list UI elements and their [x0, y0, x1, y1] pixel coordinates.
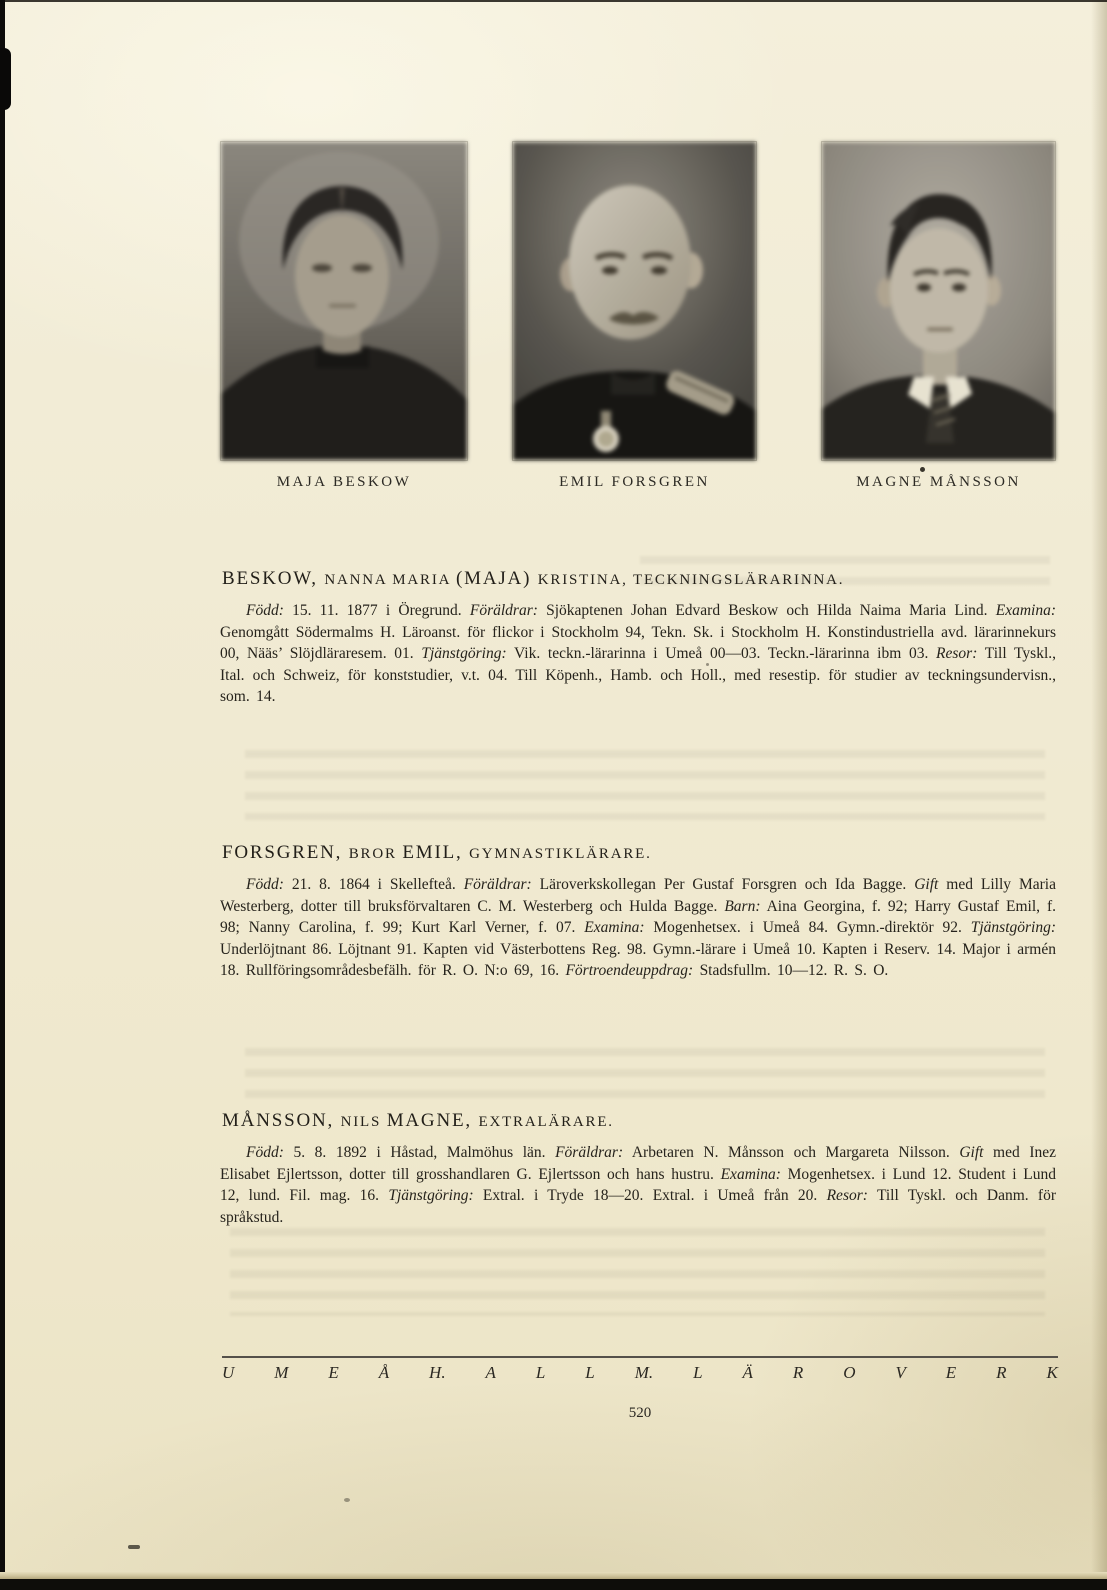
- ink-speck: [706, 663, 709, 666]
- scan-edge-blemish: [0, 48, 11, 110]
- ink-speck: [920, 467, 925, 472]
- page-edge-shadow-right: [1091, 0, 1107, 1590]
- page-number: 520: [628, 1405, 652, 1421]
- scan-edge-top: [0, 0, 1107, 2]
- entry-heading: MÅNSSON, NILS MAGNE, EXTRALÄRARE.: [222, 1110, 614, 1131]
- footer-running-title: U M E Å H. A L L M. L Ä R O V E R K: [222, 1363, 1058, 1382]
- photo-caption: MAJA BESKOW: [276, 474, 412, 490]
- entry-heading: BESKOW, NANNA MARIA (MAJA) KRISTINA, TECKNINGSLÄRARINNA.: [222, 568, 845, 589]
- entry-body: Född: 21. 8. 1864 i Skellefteå. Föräldrar: Läroverkskollegan Per Gustaf Forsgren och Ida Bagge. Gift med Lilly Maria Westerberg, dotter till bruksförvaltaren C. M. Westerberg och Hulda Bagge. Barn: Aina Georgina, f. 92; Harry Gustaf Emil, f. 98; Nanny Carolina, f. 99; Kurt Karl Verner, f. 07. Examina: Mogenhetsex. i Umeå 84. Gymn.-direktör 92. Tjänstgöring: Underlöjtnant 86. Löjtnant 91. Kapten vid Västerbottens Reg. 98. Gymn.-lärare i Umeå 10. Kapten i Reserv. 14. Major i armén 18. Rullföringsområdesbefälh. för R. O. N:o 69, 16. Förtroendeuppdrag: Stadsfullm. 10—12. R. S. O.: [220, 876, 1056, 979]
- bleedthrough-text: [245, 1048, 1045, 1110]
- entry-body: Född: 15. 11. 1877 i Öregrund. Föräldrar: Sjökaptenen Johan Edvard Beskow och Hilda Naima Maria Lind. Examina: Genomgått Södermalms H. Läroanst. för flickor i Stockholm 94, Tekn. Sk. i Stockholm H. Konstindustriella avd. lärarinnekurs 00, Nääs’ Slöjdläraresem. 01. Tjänstgöring: Vik. teckn.-lärarinna i Umeå 00—03. Teckn.-lärarinna ibm 03. Resor: Till Tyskl., Ital. och Schweiz, för konststudier, v.t. 04. Till Köpenh., Hamb. och Holl., med resestip. för studier av teckningsundervisn., som. 14.: [220, 602, 1057, 705]
- portrait-photo-emil-forsgren: [513, 142, 756, 460]
- photo-caption: EMIL FORSGREN: [559, 474, 710, 490]
- bleedthrough-text: [245, 750, 1045, 820]
- portrait-photo-maja-beskow: [221, 142, 467, 460]
- photo-caption: MAGNE MÅNSSON: [856, 474, 1021, 490]
- entry-heading: FORSGREN, BROR EMIL, GYMNASTIKLÄRARE.: [222, 842, 652, 863]
- bald-man-uniform-portrait-illustration: [513, 142, 756, 460]
- ink-speck: [344, 1498, 350, 1502]
- portrait-photo-magne-mansson: [822, 142, 1055, 460]
- young-man-suit-portrait-illustration: [822, 142, 1055, 460]
- bio-entry-beskow: [220, 568, 1056, 708]
- footer-rule: [222, 1356, 1058, 1358]
- entry-body: Född: 5. 8. 1892 i Håstad, Malmöhus län. Föräldrar: Arbetaren N. Månsson och Margareta Nilsson. Gift med Inez Elisabet Ejlertsson, dotter till grosshandlaren G. Ejlertsson och hans hustru. Examina: Mogenhetsex. i Lund 12. Student i Lund 12, lund. Fil. mag. 16. Tjänstgöring: Extral. i Tryde 18—20. Extral. i Umeå från 20. Resor: Till Tyskl. och Danm. för språkstud.: [220, 1144, 1056, 1226]
- bleedthrough-text: [230, 1228, 1045, 1316]
- ink-speck: [128, 1545, 140, 1549]
- scan-edge-left: [0, 0, 5, 1590]
- book-page-edges-bottom: [0, 1572, 1107, 1579]
- woman-portrait-illustration: [221, 142, 467, 460]
- bio-entry-mansson: [220, 1110, 1056, 1228]
- scan-edge-bottom: [0, 1579, 1107, 1590]
- bio-entry-forsgren: [220, 842, 1056, 982]
